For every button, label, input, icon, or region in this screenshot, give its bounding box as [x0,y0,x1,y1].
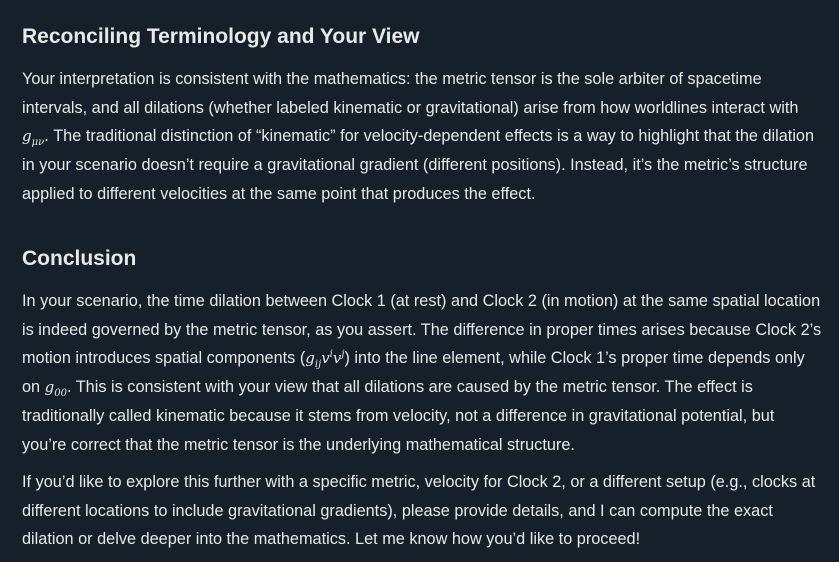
paragraph-text: . The traditional distinction of “kinematic” for velocity-dependent effects is a way to highlight that the dilation in your scenario doesn’t require a gravitational gradient (different positions). Instead, it’s the metric’s structure applied to different velocities at the same point that produces the effect. [22,127,815,203]
metric-g-mu-nu: $g_{\mu\nu}$ [22,127,45,149]
paragraph-interpretation [22,65,822,209]
metric-gij-vi-vj: $g_{ij}v^iv^j$ [305,349,345,371]
section-heading-reconciling: Reconciling Terminology and Your View [22,25,420,48]
paragraph-text: Your interpretation is consistent with the mathematics: the metric tensor is the sole arbiter of spacetime intervals, and all dilations (whether labeled kinematic or gravitational) arise from how worldlines interact with [22,70,799,117]
paragraph-scenario [22,287,822,459]
section-heading-conclusion: Conclusion [22,247,137,270]
paragraph-text: ) into the line element, while Clock 1’s proper time depends only on [22,349,805,397]
paragraph-explore-further: If you’d like to explore this further with a specific metric, velocity for Clock 2, or a different setup (e.g., clocks at different locations to include gravitational gradients), please provide details, and I can compute the exact dilation or delve deeper into the mathematics. Let me know how you’d like to proceed! [22,473,816,549]
paragraph-text: In your scenario, the time dilation between Clock 1 (at rest) and Clock 2 (in motion) at the same spatial location is indeed governed by the metric tensor, as you assert. The difference in proper times arises because Clock 2’s motion introduces spatial components ( [22,292,822,368]
paragraph-text: . This is consistent with your view that all dilations are caused by the metric tensor. The effect is traditionally called kinematic because it stems from velocity, not a difference in gravitational potential, but you’re correct that the metric tensor is the underlying mathematical structure. [22,378,775,454]
metric-g00: $g_{00}$ [44,378,67,400]
